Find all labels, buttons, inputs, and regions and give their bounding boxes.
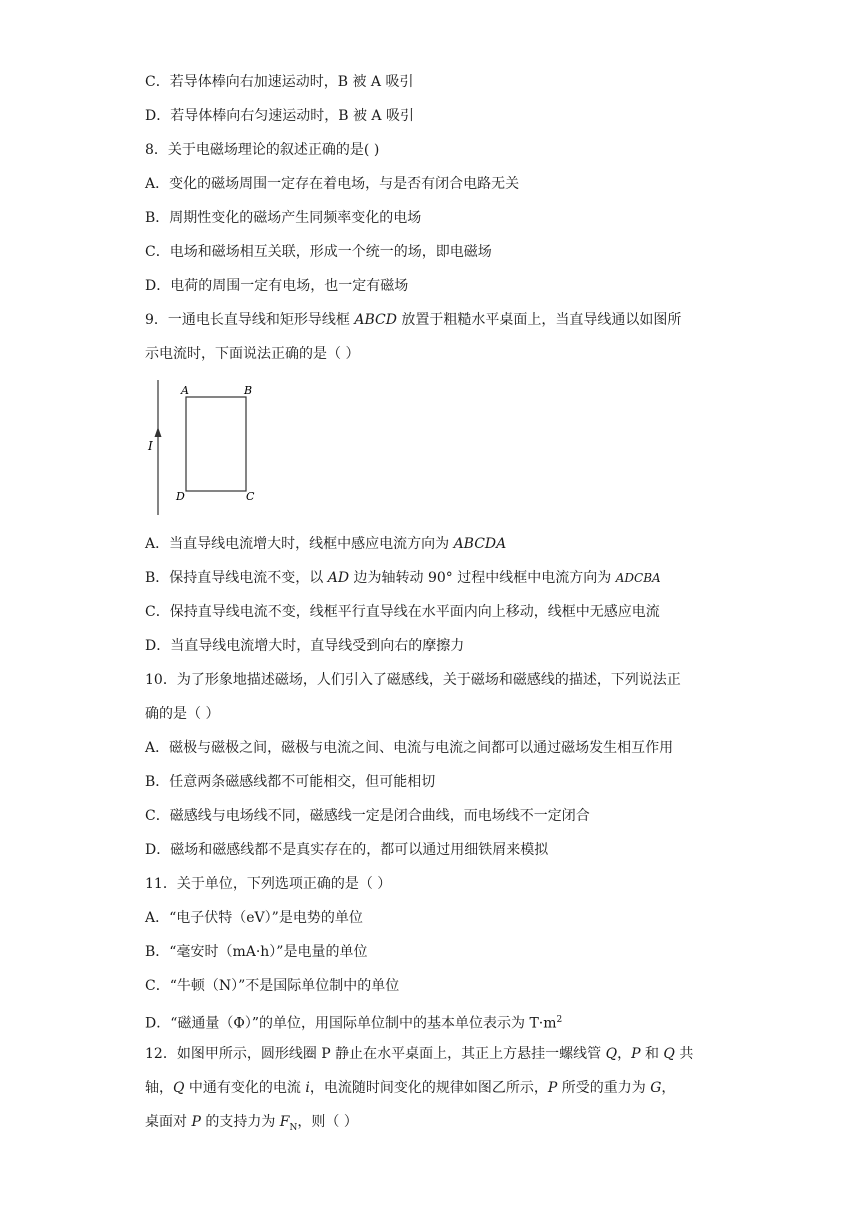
question-10-option-d: D．磁场和磁感线都不是真实存在的，都可以通过用细铁屑来模拟: [145, 842, 549, 858]
question-9-stem-line2: 示电流时，下面说法正确的是（ ）: [145, 346, 360, 362]
option-c-prev: C．若导体棒向右加速运动时，B 被 A 吸引: [145, 74, 414, 90]
vertex-b-label: B: [244, 384, 253, 397]
question-8-option-b: B．周期性变化的磁场产生同频率变化的电场: [145, 210, 422, 226]
question-12-stem-line3: 桌面对 P 的支持力为 $F_N$，则（ ）: [145, 1114, 358, 1133]
question-9-option-c: C．保持直导线电流不变，线框平行直导线在水平面内向上移动，线框中无感应电流: [145, 604, 660, 620]
question-8-stem: 8．关于电磁场理论的叙述正确的是( ): [145, 142, 380, 158]
question-10-option-b: B．任意两条磁感线都不可能相交，但可能相切: [145, 774, 436, 790]
question-11-option-d: D．“磁通量（Φ）”的单位，用国际单位制中的基本单位表示为 $T\cdot m^2$: [145, 1015, 563, 1032]
question-9-option-a: A．当直导线电流增大时，线框中感应电流方向为 ABCDA: [145, 536, 507, 552]
question-11-option-b: B．“毫安时（mA·h）”是电量的单位: [145, 944, 368, 960]
question-11-option-a: A．“电子伏特（eV）”是电势的单位: [145, 910, 363, 926]
vertex-c-label: C: [246, 490, 255, 503]
question-8-option-d: D．电荷的周围一定有电场，也一定有磁场: [145, 278, 409, 294]
vertex-d-label: D: [176, 490, 185, 503]
rectangular-frame: [186, 397, 246, 491]
question-9-stem-line1: 9．一通电长直导线和矩形导线框 ABCD 放置于粗糙水平桌面上，当直导线通以如图所: [145, 312, 682, 328]
question-12-stem-line2: 轴，Q 中通有变化的电流 i，电流随时间变化的规律如图乙所示，P 所受的重力为 G，: [145, 1080, 676, 1096]
question-8-option-c: C．电场和磁场相互关联，形成一个统一的场，即电磁场: [145, 244, 492, 260]
question-9-option-d: D．当直导线电流增大时，直导线受到向右的摩擦力: [145, 638, 465, 654]
question-11-stem: 11．关于单位，下列选项正确的是（ ）: [145, 876, 392, 892]
question-10-option-c: C．磁感线与电场线不同，磁感线一定是闭合曲线，而电场线不一定闭合: [145, 808, 590, 824]
question-8-option-a: A．变化的磁场周围一定存在着电场，与是否有闭合电路无关: [145, 176, 520, 192]
current-label: I: [148, 439, 153, 453]
wire-and-frame-figure: [140, 375, 270, 520]
question-12-stem-line1: 12．如图甲所示，圆形线圈 P 静止在水平桌面上，其正上方悬挂一螺线管 Q，P 和 Q 共: [145, 1046, 694, 1062]
option-d-prev: D．若导体棒向右匀速运动时，B 被 A 吸引: [145, 108, 414, 124]
question-10-stem-line1: 10．为了形象地描述磁场，人们引入了磁感线，关于磁场和磁感线的描述，下列说法正: [145, 672, 681, 688]
question-11-option-c: C．“牛顿（N）”不是国际单位制中的单位: [145, 978, 400, 994]
question-9-option-b: B．保持直导线电流不变，以 AD 边为轴转动 90° 过程中线框中电流方向为 ADCBA: [145, 570, 661, 586]
current-arrow-icon: [155, 427, 162, 437]
question-10-option-a: A．磁极与磁极之间，磁极与电流之间、电流与电流之间都可以通过磁场发生相互作用: [145, 740, 674, 756]
vertex-a-label: A: [181, 384, 189, 397]
question-10-stem-line2: 确的是（ ）: [145, 706, 220, 722]
